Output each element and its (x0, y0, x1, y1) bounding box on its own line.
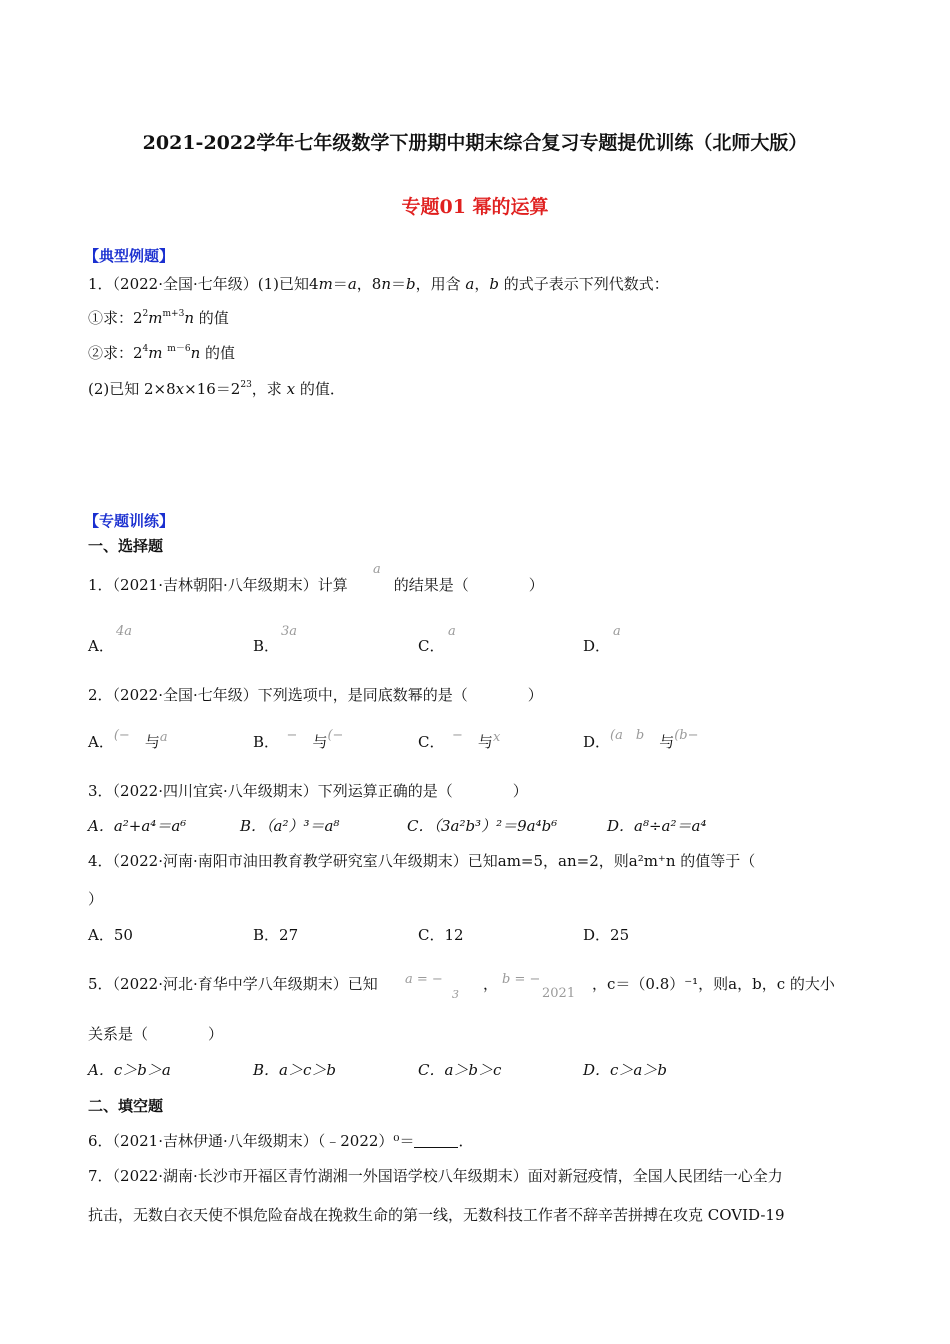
question-4-option-d: D．25 (583, 926, 630, 944)
question-5-stem: 5．（2022·河北·育华中学八年级期末）已知 (88, 975, 378, 993)
question-5-formula-b-denominator: 2021 (542, 986, 576, 1001)
question-2-option-b: B． − 与(− (253, 728, 344, 751)
question-5-option-d: D．c＞a＞b (583, 1061, 667, 1079)
question-1-option-c-formula: a (448, 624, 456, 639)
example-section-heading: 【典型例题】 (84, 247, 175, 265)
example-1-question-3: (2)已知 $2\times 8x\times 16=2^{23}$，求 x 的值． (88, 380, 345, 398)
question-1-option-b: B． (253, 637, 280, 655)
question-4-option-c: C．12 (418, 926, 464, 944)
question-5-option-b: B．a＞c＞b (253, 1061, 336, 1079)
question-3-option-a: A．a²+a⁴＝a⁶ (88, 817, 187, 835)
question-5-stem-tail: ，c＝（0.8）⁻¹，则a，b，c 的大小 (592, 975, 835, 993)
question-2-option-d: D．(a b 与(b− (583, 728, 699, 751)
question-1-option-d-formula: a (613, 624, 621, 639)
document-subtitle: 专题01 幂的运算 (401, 196, 549, 218)
question-2-stem: 2．（2022·全国·七年级）下列选项中，是同底数幂的是（ ） (88, 686, 543, 704)
question-3-option-c: C．（3a²b³）²＝9a⁴b⁶ (407, 817, 558, 835)
question-6-stem: 6．（2021·吉林伊通·八年级期末）（﹣2022）⁰＝ ． (88, 1132, 474, 1150)
question-1-option-d: D． (583, 637, 611, 655)
example-1-question-2: ②求：$2^4m$ $^{m-6}$n 的值 (88, 344, 236, 362)
question-1-option-b-formula: 3a (281, 624, 298, 639)
question-5-stem-continued: 关系是（ ） (88, 1025, 224, 1043)
document-title: 2021-2022学年七年级数学下册期中期末综合复习专题提优训练（北师大版） (142, 132, 808, 154)
question-1-option-c: C． (418, 637, 445, 655)
question-4-stem: 4．（2022·河南·南阳市油田教育教学研究室八年级期末）已知am=5，an=2，则a²m⁺n 的值等于（ (88, 852, 756, 870)
question-2-option-a: A．(− 与a (88, 728, 168, 751)
question-1-formula: a (373, 562, 381, 577)
question-3-option-d: D．a⁸÷a²＝a⁴ (607, 817, 707, 835)
question-5-formula-a: a = − (405, 972, 443, 987)
question-3-option-b: B．（a²）³＝a⁸ (240, 817, 340, 835)
training-section-heading: 【专题训练】 (84, 512, 175, 530)
question-1-option-a: A． (88, 637, 114, 655)
question-5-formula-b: b = − (502, 972, 541, 987)
part-1-heading: 一、选择题 (88, 537, 164, 555)
question-2-option-c: C． − 与x (418, 728, 501, 751)
example-1-question-1: ①求：$2^2m^{m+3}n$ 的值 (88, 309, 229, 327)
question-4-stem-continued: ） (88, 890, 104, 908)
question-5-option-a: A．c＞b＞a (88, 1061, 171, 1079)
question-5-formula-a-denominator: 3 (452, 988, 459, 1001)
question-4-option-a: A．50 (88, 926, 133, 944)
question-5-separator: ， (483, 975, 499, 993)
question-7-stem-continued: 抗击，无数白衣天使不惧危险奋战在挽救生命的第一线，无数科技工作者不辞辛苦拼搏在攻克 COVID-19 (88, 1206, 785, 1224)
question-1-stem: 1．（2021·吉林朝阳·八年级期末）计算 的结果是（ ） (88, 576, 544, 594)
question-5-option-c: C．a＞b＞c (418, 1061, 502, 1079)
answer-blank[interactable] (414, 1133, 458, 1148)
example-1-stem: 1．（2022·全国·七年级）(1)已知4m＝a，8n＝b，用含 a，b 的式子表示下列代数式： (88, 275, 669, 293)
question-1-option-a-formula: 4a (116, 624, 133, 639)
question-3-stem: 3．（2022·四川宜宾·八年级期末）下列运算正确的是（ ） (88, 782, 528, 800)
question-4-option-b: B．27 (253, 926, 299, 944)
question-7-stem: 7．（2022·湖南·长沙市开福区青竹湖湘一外国语学校八年级期末）面对新冠疫情，全国人民团结一心全力 (88, 1167, 783, 1185)
part-2-heading: 二、填空题 (88, 1097, 164, 1115)
